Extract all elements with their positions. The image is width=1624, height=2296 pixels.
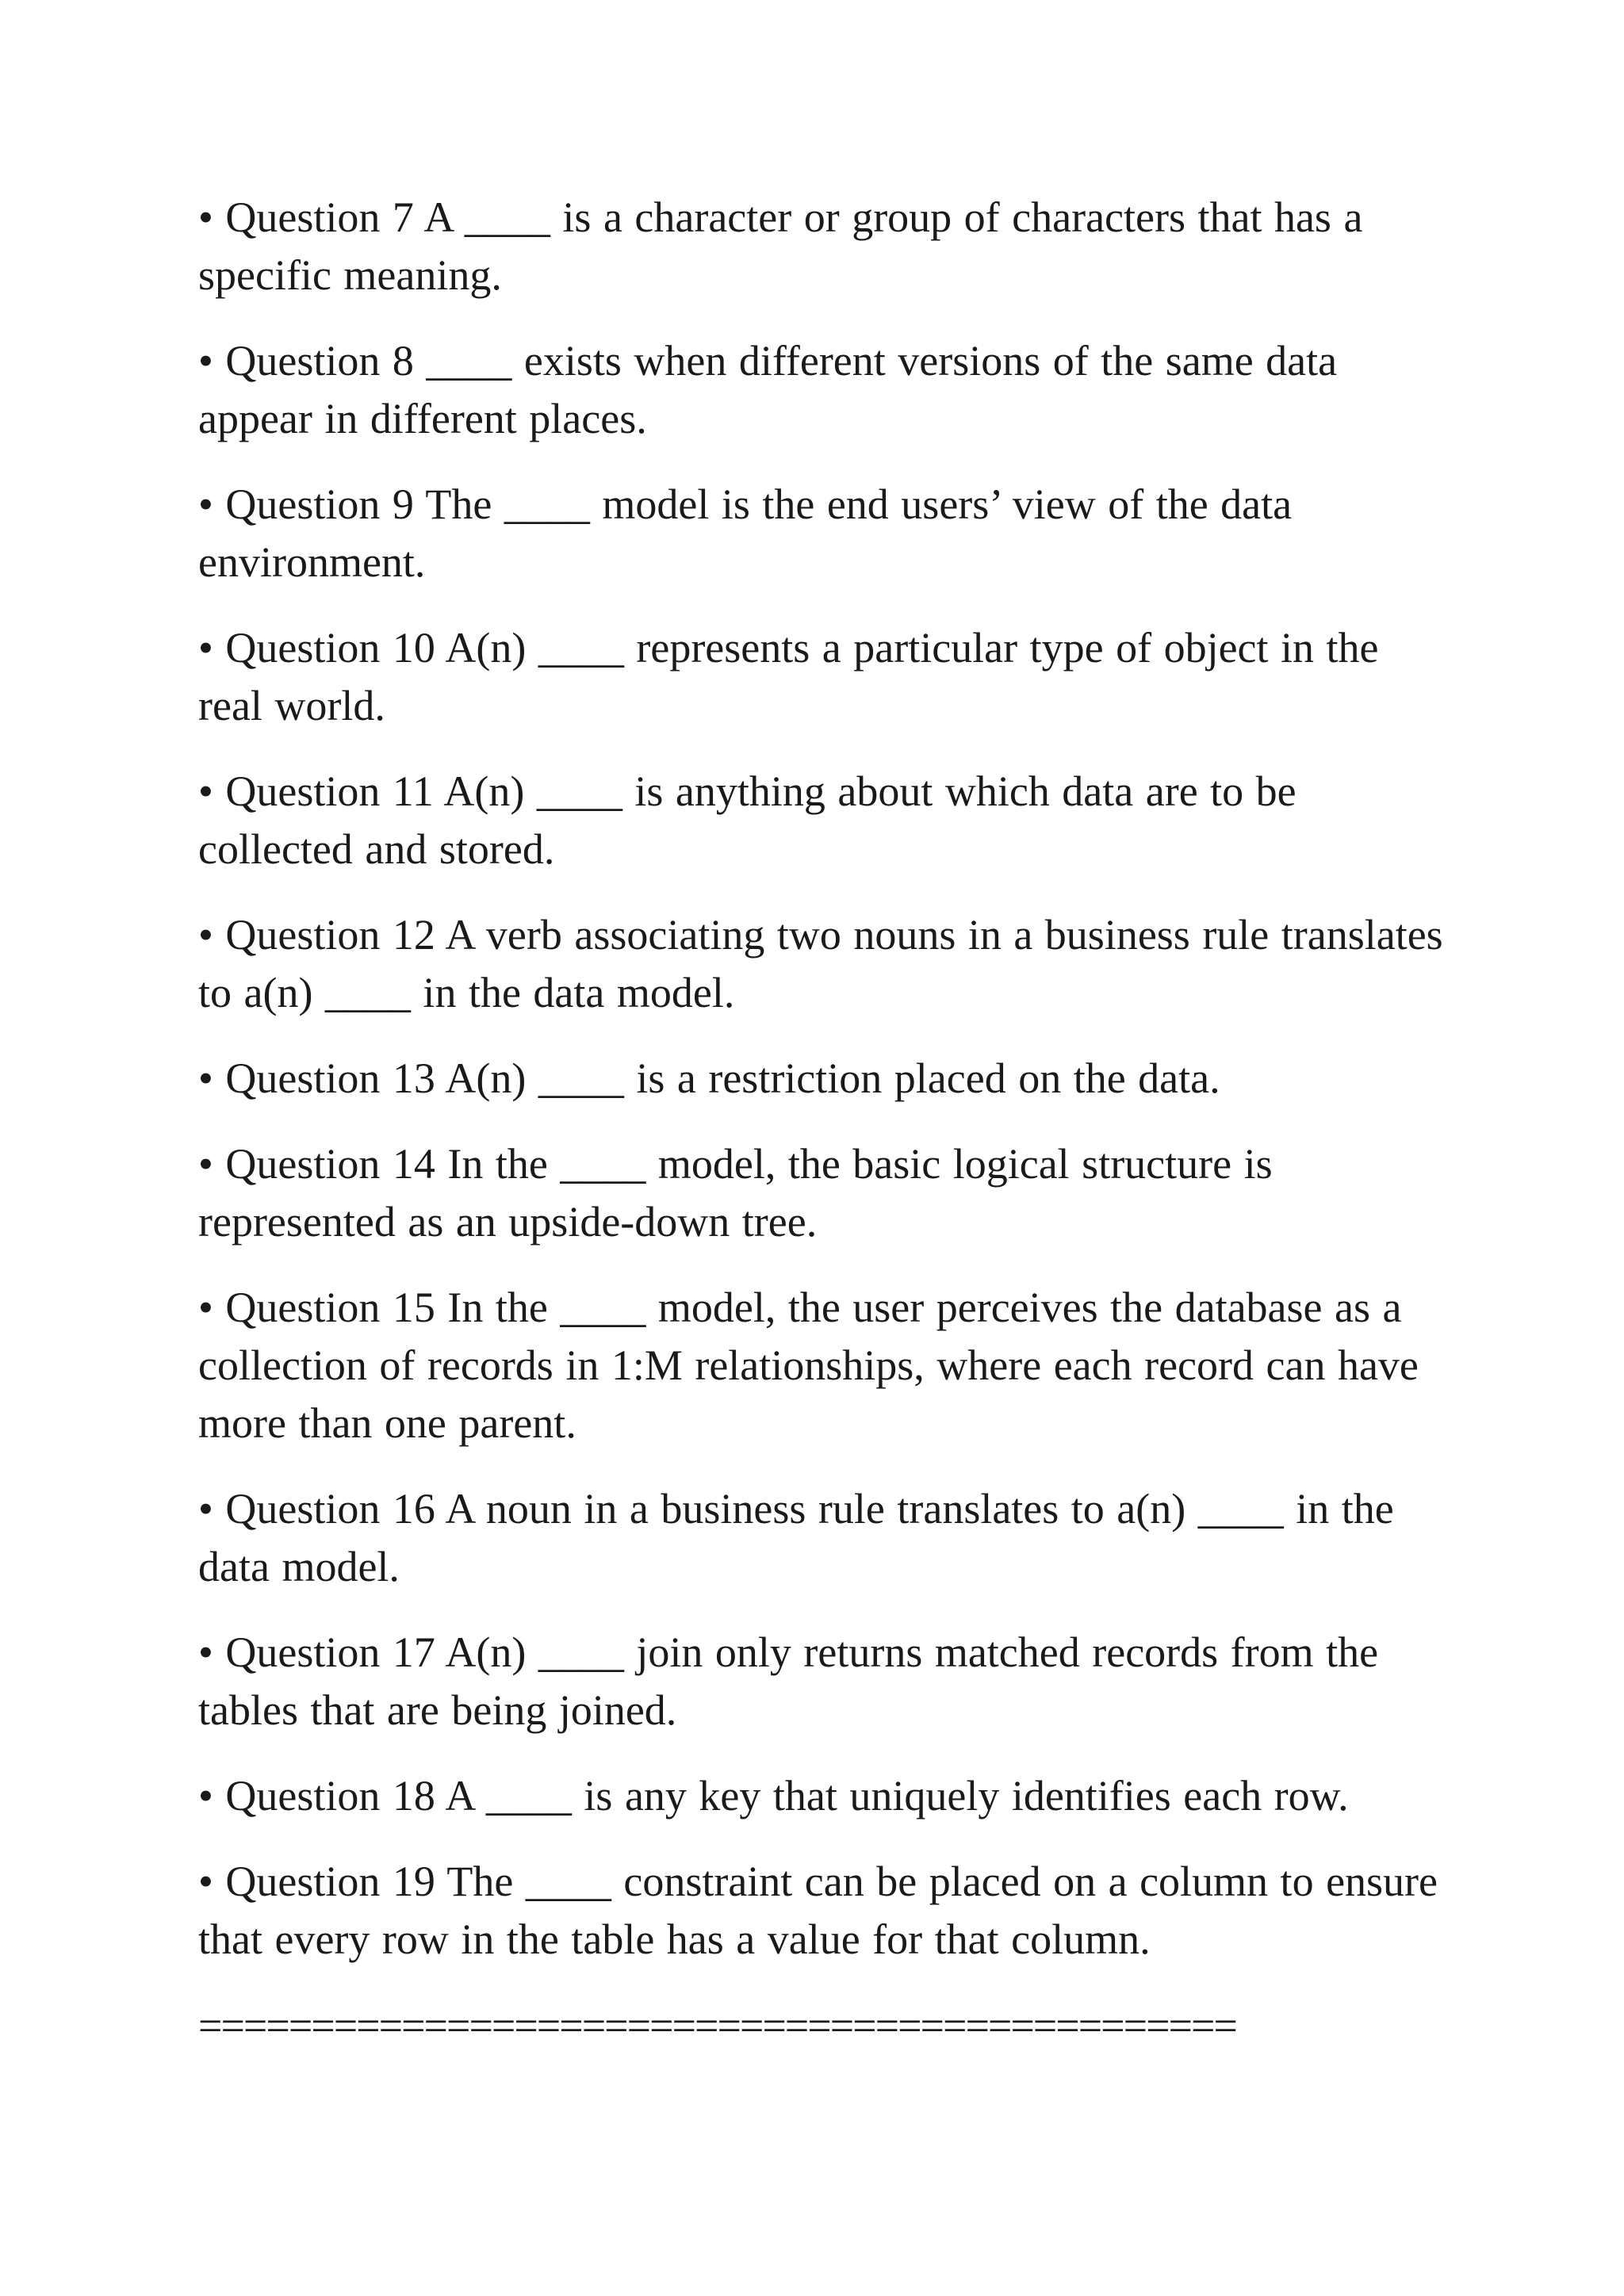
section-divider: ============================================== — [198, 2002, 1236, 2049]
question-7: • Question 7 A ____ is a character or group of characters that has a specific meaning. — [198, 193, 1363, 299]
question-16: • Question 16 A noun in a business rule translates to a(n) ____ in the data model. — [198, 1485, 1394, 1590]
question-19: • Question 19 The ____ constraint can be placed on a column to ensure that every row in the table has a value for that column. — [198, 1858, 1438, 1963]
question-17: • Question 17 A(n) ____ join only returns matched records from the tables that are being joined. — [198, 1628, 1379, 1734]
question-14: • Question 14 In the ____ model, the basic logical structure is represented as an upside-down tree. — [198, 1140, 1273, 1246]
question-15: • Question 15 In the ____ model, the user perceives the database as a collection of records in 1:M relationships, where each record can have more than one parent. — [198, 1284, 1419, 1447]
question-8: • Question 8 ____ exists when different versions of the same data appear in different places. — [198, 337, 1338, 442]
question-13: • Question 13 A(n) ____ is a restriction placed on the data. — [198, 1054, 1220, 1102]
question-11: • Question 11 A(n) ____ is anything about which data are to be collected and stored. — [198, 767, 1297, 873]
question-9: • Question 9 The ____ model is the end users’ view of the data environment. — [198, 480, 1293, 586]
question-18: • Question 18 A ____ is any key that uniquely identifies each row. — [198, 1772, 1349, 1820]
question-10: • Question 10 A(n) ____ represents a particular type of object in the real world. — [198, 624, 1379, 729]
question-list — [198, 189, 1451, 1996]
question-12: • Question 12 A verb associating two nouns in a business rule translates to a(n) ____ in the data model. — [198, 911, 1443, 1016]
